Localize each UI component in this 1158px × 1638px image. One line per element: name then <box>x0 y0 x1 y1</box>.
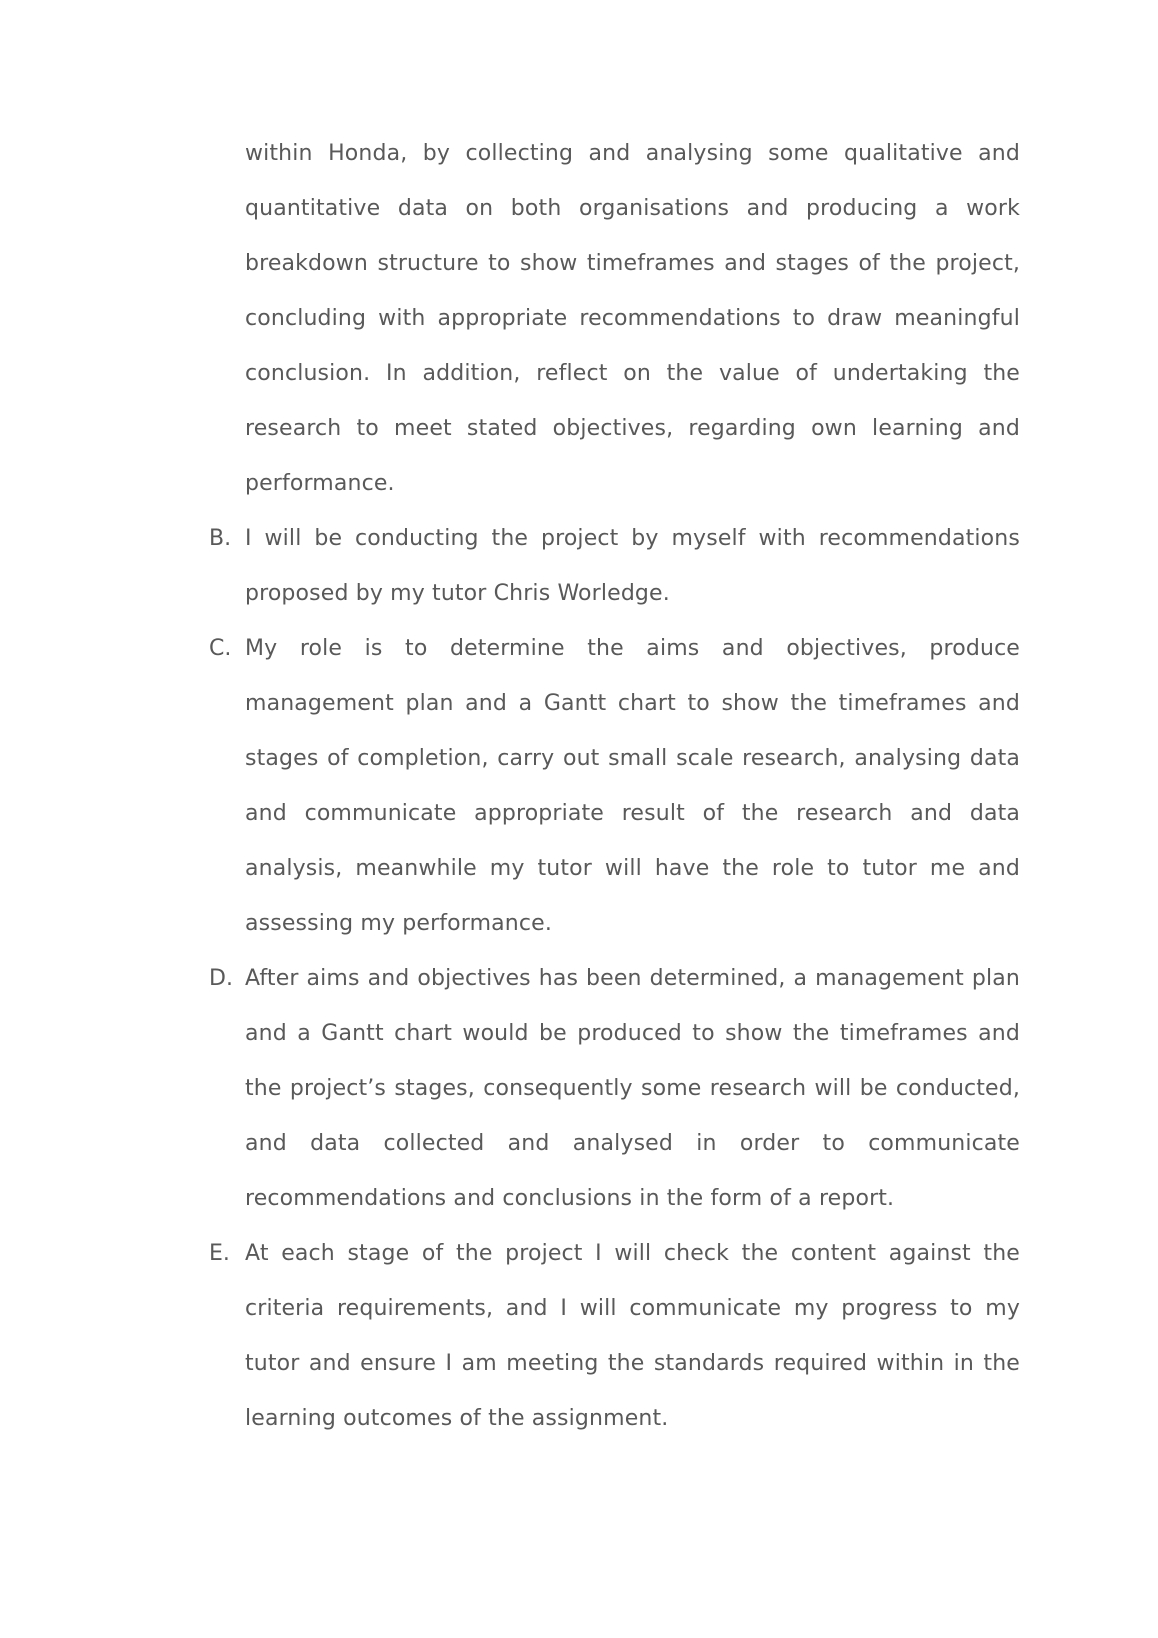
list-item-b <box>209 511 1020 621</box>
list-marker-d: D. <box>209 966 233 991</box>
list-item-continuation <box>209 126 1020 511</box>
list-item-e <box>209 1226 1020 1446</box>
list-item-c-text: My role is to determine the aims and objectives, produce management plan and a Gantt chart to show the timeframes and stages of completion, carry out small scale research, analysing data and communicate appropriate result of the research and data analysis, meanwhile my tutor will have the role to tutor me and assessing my performance. <box>245 636 1020 936</box>
list-marker-c: C. <box>209 636 232 661</box>
list-item-e-text: At each stage of the project I will check the content against the criteria requirements, and I will communicate my progress to my tutor and ensure I am meeting the standards required within in the learning outcomes of the assignment. <box>245 1241 1020 1431</box>
list-item-b-text: I will be conducting the project by myself with recommendations proposed by my tutor Chris Worledge. <box>245 526 1020 606</box>
list-content <box>209 126 1020 1446</box>
list-marker-b: B. <box>209 526 232 551</box>
list-item-c <box>209 621 1020 951</box>
list-item-d-text: After aims and objectives has been determined, a management plan and a Gantt chart would be produced to show the timeframes and the project’s stages, consequently some research will be conducted, and data collected and analysed in order to communicate recommendations and conclusions in the form of a report. <box>245 966 1020 1211</box>
list-item-text: within Honda, by collecting and analysing some qualitative and quantitative data on both organisations and producing a work breakdown structure to show timeframes and stages of the project, concluding with appropriate recommendations to draw meaningful conclusion. In addition, reflect on the value of undertaking the research to meet stated objectives, regarding own learning and performance. <box>245 141 1020 496</box>
list-marker-e: E. <box>209 1241 230 1266</box>
list-item-d <box>209 951 1020 1226</box>
